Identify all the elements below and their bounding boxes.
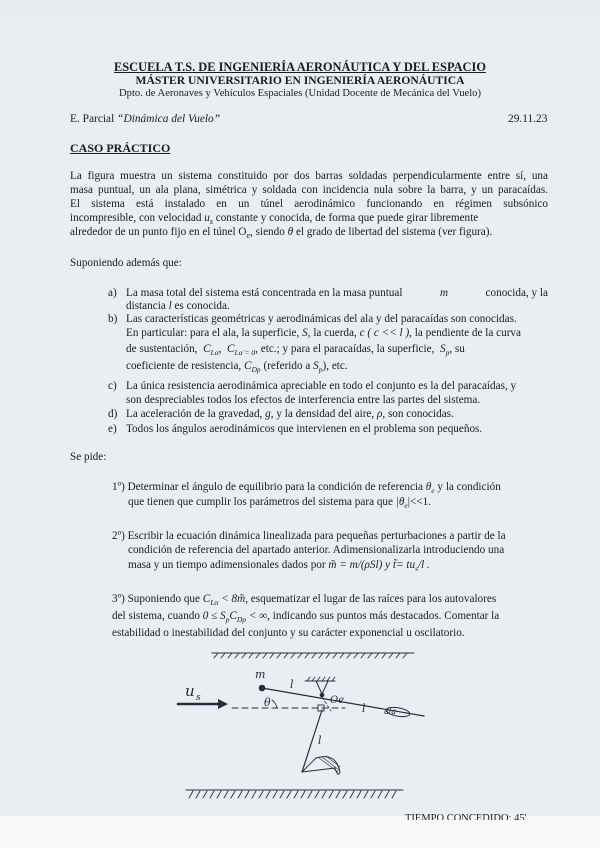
item-label: b): [108, 313, 118, 325]
point-mass: [259, 685, 265, 691]
tunnel-bottom-hatch: [189, 791, 396, 798]
figure-label-Oe: Oe: [330, 695, 345, 706]
sub: Lα: [210, 348, 219, 358]
text: = tu: [396, 559, 416, 571]
sub: p: [445, 348, 450, 358]
text: 3º) Suponiendo que: [112, 593, 200, 605]
sub: p: [318, 365, 323, 375]
item-b-line: Las características geométricas y aerodinámicas del ala y del paracaídas son conocidas.: [126, 313, 517, 325]
inequality: < 8m̃: [221, 593, 246, 605]
text: , la cuerda,: [307, 327, 357, 339]
Sp-symbol: S: [439, 343, 446, 355]
department: Dpto. de Aeronaves y Vehículos Espaciales (Unidad Docente de Mecánica del Vuelo): [119, 88, 481, 99]
figure-label-us: u: [185, 682, 195, 700]
sub: Lα̇ = 0: [234, 348, 256, 358]
abs-theta-symbol: |θ: [395, 496, 405, 508]
t-tilde-symbol: t̃: [392, 559, 397, 571]
figure-label-us-sub: s: [196, 693, 201, 703]
l-symbol: l: [168, 300, 172, 312]
text: del sistema, cuando: [112, 610, 200, 622]
text: y la condición: [437, 481, 501, 493]
text: de sustentación,: [126, 343, 198, 355]
text: /l .: [418, 559, 430, 571]
m-tilde-symbol: m̃: [328, 559, 337, 571]
sub: Dp: [236, 615, 247, 625]
text: La aceleración de la gravedad,: [126, 408, 263, 420]
figure-label-l-vert: l: [318, 734, 322, 747]
sub: s: [415, 564, 419, 574]
chord-symbol: c ( c << l ): [359, 327, 410, 339]
exam-prefix: E. Parcial: [70, 113, 115, 125]
text: En particular: para el ala, la superficie,: [126, 327, 300, 339]
figure-label-m: m: [255, 668, 266, 681]
sub: p: [225, 615, 230, 625]
text: , indicando sus puntos más destacados. Comentar la: [267, 610, 500, 622]
range-symbol: C: [229, 610, 237, 622]
text: conocida, y la: [485, 287, 548, 299]
parachute-canopy: [316, 757, 340, 775]
intro-line: masa puntual, un ala plana, simétrica y soldada con incidencia nula sobre la barra, y un paracaídas.: [70, 184, 548, 196]
sub: Dp: [251, 365, 261, 375]
asks-heading: Se pide:: [70, 451, 107, 463]
text: , su: [449, 343, 465, 355]
text: coeficiente de resistencia,: [126, 360, 242, 372]
text: es conocida.: [174, 300, 230, 312]
sub: e: [404, 501, 408, 511]
exam-subject: “Dinámica del Vuelo”: [117, 113, 221, 125]
item-e-line: Todos los ángulos aerodinámicos que intervienen en el problema son pequeños.: [126, 423, 483, 435]
master-title: MÁSTER UNIVERSITARIO EN INGENIERÍA AERONÁUTICA: [135, 74, 465, 87]
assume-heading: Suponiendo además que:: [70, 257, 182, 269]
sub: e: [246, 231, 251, 241]
text: , siendo: [250, 226, 285, 238]
sub: s: [209, 217, 213, 227]
pivot-triangle: [316, 681, 328, 694]
text: masa y un tiempo adimensionales dados por: [128, 559, 326, 571]
sub: Lα: [210, 598, 219, 608]
theta-e-symbol: θ: [425, 481, 432, 493]
item-label: a): [108, 287, 117, 299]
text: constante y conocida, de forma que puede girar libremente: [215, 212, 479, 224]
parachute-lines: [302, 758, 335, 772]
CLadot-symbol: C: [227, 343, 235, 355]
figure-label-l-right: l: [362, 702, 366, 715]
text: = m/(ρSl) y: [339, 559, 391, 571]
us-symbol: u: [204, 212, 210, 224]
text: , y la densidad del aire,: [270, 408, 375, 420]
text: incompresible, con velocidad: [70, 212, 202, 224]
item-c-line: La única resistencia aerodinámica apreciable en todo el conjunto es la del paracaídas, y: [126, 380, 517, 392]
Sp-symbol: S: [313, 360, 319, 372]
item-label: d): [108, 408, 118, 420]
range-symbol: < ∞: [248, 610, 268, 622]
tunnel-top-hatch: [214, 653, 407, 658]
rho-symbol: ρ: [376, 408, 383, 420]
m-symbol: m: [439, 287, 449, 299]
CLa-symbol: C: [202, 593, 211, 605]
text: La masa total del sistema está concentrada en la masa puntual: [126, 287, 403, 299]
CDp-symbol: C: [244, 360, 252, 372]
figure-label-l-top: l: [290, 678, 294, 691]
text: que tienen que cumplir los parámetros del sistema para que: [128, 496, 393, 508]
text: (referido a: [263, 360, 311, 372]
text: , la pendiente de la curva: [409, 327, 521, 339]
text: distancia: [126, 300, 166, 312]
text: , esquematizar el lugar de las raíces para los autovalores: [245, 593, 497, 605]
text: alrededor de un punto fijo en el túnel O: [70, 226, 247, 238]
theta-arc: [272, 700, 277, 708]
wind-arrowhead: [218, 699, 228, 709]
q3-line: estabilidad o inestabilidad del conjunto y su carácter exponencial u oscilatorio.: [112, 627, 465, 639]
range-symbol: 0 ≤ S: [202, 610, 226, 622]
item-label: c): [108, 380, 117, 392]
school-title: ESCUELA T.S. DE INGENIERÍA AERONÁUTICA Y DEL ESPACIO: [114, 60, 486, 74]
CLa-symbol: C: [203, 343, 211, 355]
time-footer: TIEMPO CONCEDIDO: 45': [405, 813, 527, 820]
text: <<1.: [409, 496, 431, 508]
text: |: [407, 496, 410, 508]
sub: e: [431, 486, 435, 496]
section-title: CASO PRÁCTICO: [70, 141, 171, 155]
text: , son conocidas.: [382, 408, 454, 420]
g-symbol: g: [265, 408, 271, 420]
text: ), etc.: [322, 360, 348, 372]
text: el grado de libertad del sistema (ver figura).: [295, 226, 493, 238]
q2-line: condición de referencia del apartado anterior. Adimensionalizarla introduciendo una: [128, 544, 505, 556]
text: 1º) Determinar el ángulo de equilibrio para la condición de referencia: [112, 481, 423, 493]
q2-line: 2º) Escribir la ecuación dinámica linealizada para pequeñas perturbaciones a partir de la: [112, 530, 506, 542]
exam-date: 29.11.23: [508, 113, 548, 125]
figure-label-ala: ala: [384, 707, 397, 716]
intro-line: La figura muestra un sistema constituido por dos barras soldadas perpendicularmente entre sí, una: [70, 170, 548, 182]
item-c-line: son despreciables todos los efectos de interferencia entre las partes del sistema.: [126, 394, 481, 406]
item-label: e): [108, 423, 117, 435]
S-symbol: S: [302, 327, 308, 339]
figure-label-theta: θ: [264, 696, 271, 709]
item-b-line: de sustentación, $C_{L\alpha}$, $C_{L\alphȧ = 0}$, etc.; y para el paracaídas, la superficie, $S_p$, su: [126, 343, 465, 358]
text: , etc.; y para el paracaídas, la superficie,: [255, 343, 435, 355]
pivot-point: [320, 693, 324, 697]
theta-symbol: θ: [287, 226, 294, 238]
intro-line: El sistema está instalado en un túnel aerodinámico funcionando en régimen subsónico: [70, 198, 548, 210]
